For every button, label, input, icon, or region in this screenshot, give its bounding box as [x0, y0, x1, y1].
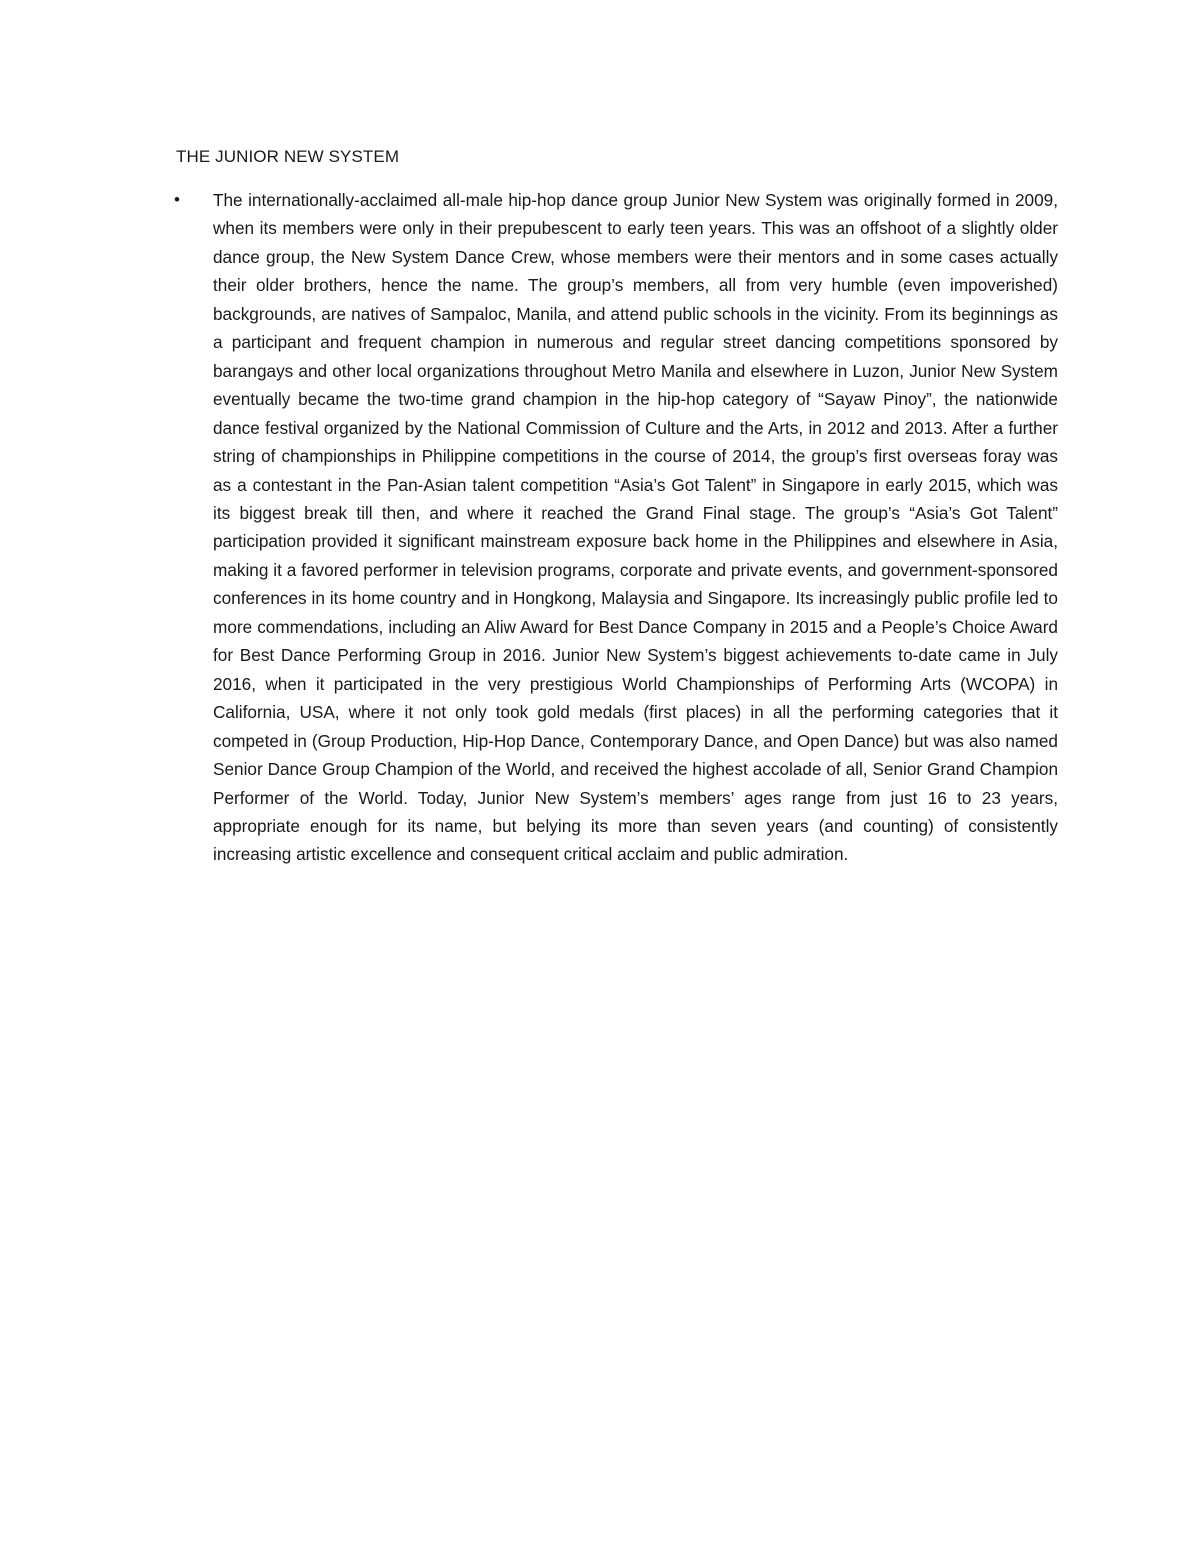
bullet-icon: •	[174, 190, 180, 209]
document-title: THE JUNIOR NEW SYSTEM	[176, 147, 400, 166]
list-item	[172, 186, 1058, 869]
bullet-paragraph: The internationally-acclaimed all-male hip-hop dance group Junior New System was originally formed in 2009, when its members were only in their prepubescent to early teen years. This was an offshoot of a slightly older dance group, the New System Dance Crew, whose members were their mentors and in some cases actually their older brothers, hence the name. The group’s members, all from very humble (even impoverished) backgrounds, are natives of Sampaloc, Manila, and attend public schools in the vicinity. From its beginnings as a participant and frequent champion in numerous and regular street dancing competitions sponsored by barangays and other local organizations throughout Metro Manila and elsewhere in Luzon, Junior New System eventually became the two-time grand champion in the hip-hop category of “Sayaw Pinoy”, the nationwide dance festival organized by the National Commission of Culture and the Arts, in 2012 and 2013. After a further string of championships in Philippine competitions in the course of 2014, the group’s first overseas foray was as a contestant in the Pan-Asian talent competition “Asia’s Got Talent” in Singapore in early 2015, which was its biggest break till then, and where it reached the Grand Final stage. The group’s “Asia’s Got Talent” participation provided it significant mainstream exposure back home in the Philippines and elsewhere in Asia, making it a favored performer in television programs, corporate and private events, and government-sponsored conferences in its home country and in Hongkong, Malaysia and Singapore. Its increasingly public profile led to more commendations, including an Aliw Award for Best Dance Company in 2015 and a People’s Choice Award for Best Dance Performing Group in 2016. Junior New System’s biggest achievements to-date came in July 2016, when it participated in the very prestigious World Championships of Performing Arts (WCOPA) in California, USA, where it not only took gold medals (first places) in all the performing categories that it competed in (Group Production, Hip-Hop Dance, Contemporary Dance, and Open Dance) but was also named Senior Dance Group Champion of the World, and received the highest accolade of all, Senior Grand Champion Performer of the World. Today, Junior New System’s members’ ages range from just 16 to 23 years, appropriate enough for its name, but belying its more than seven years (and counting) of consistently increasing artistic excellence and consequent critical acclaim and public admiration.	[213, 190, 1058, 865]
bullet-list	[172, 186, 1058, 869]
